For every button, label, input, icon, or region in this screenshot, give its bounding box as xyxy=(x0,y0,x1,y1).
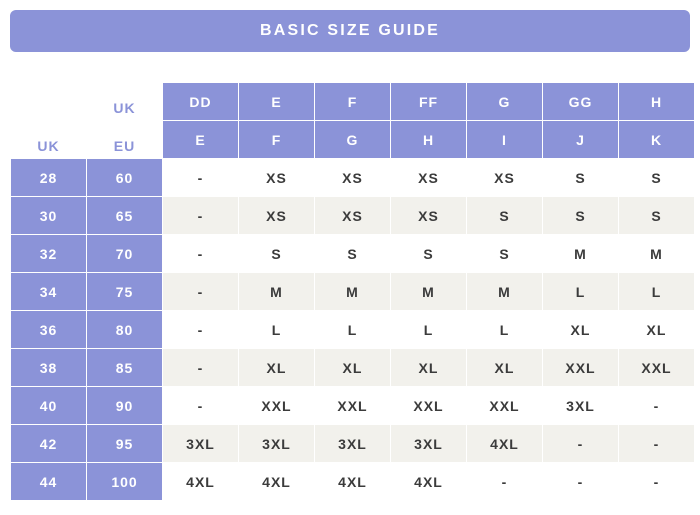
size-cell: 3XL xyxy=(391,425,467,463)
corner-eu-cup-label: EU xyxy=(87,121,163,159)
table-row xyxy=(11,273,695,311)
col-header-uk-cup-5: GG xyxy=(543,83,619,121)
size-cell: XL xyxy=(391,349,467,387)
size-cell: XS xyxy=(315,159,391,197)
size-cell: - xyxy=(163,235,239,273)
col-header-uk-cup-3: FF xyxy=(391,83,467,121)
col-header-uk-cup-4: G xyxy=(467,83,543,121)
size-cell: S xyxy=(467,235,543,273)
size-cell: M xyxy=(543,235,619,273)
row-label-eu: 85 xyxy=(87,349,163,387)
size-cell: - xyxy=(163,387,239,425)
size-cell: L xyxy=(239,311,315,349)
table-row xyxy=(11,425,695,463)
size-cell: 3XL xyxy=(543,387,619,425)
table-row xyxy=(11,235,695,273)
size-cell: XS xyxy=(315,197,391,235)
size-cell: - xyxy=(543,425,619,463)
size-cell: XXL xyxy=(619,349,695,387)
col-header-uk-cup-6: H xyxy=(619,83,695,121)
col-header-uk-cup-2: F xyxy=(315,83,391,121)
size-cell: - xyxy=(543,463,619,501)
table-body xyxy=(11,159,695,501)
size-cell: L xyxy=(467,311,543,349)
row-label-eu: 95 xyxy=(87,425,163,463)
size-cell: XS xyxy=(391,159,467,197)
corner-uk-band-label: UK xyxy=(11,121,87,159)
size-cell: XXL xyxy=(467,387,543,425)
row-label-uk: 28 xyxy=(11,159,87,197)
col-header-uk-cup-0: DD xyxy=(163,83,239,121)
col-header-eu-cup-1: F xyxy=(239,121,315,159)
table-row xyxy=(11,387,695,425)
size-cell: S xyxy=(543,159,619,197)
size-cell: S xyxy=(315,235,391,273)
table-row xyxy=(11,463,695,501)
row-label-uk: 30 xyxy=(11,197,87,235)
col-header-eu-cup-5: J xyxy=(543,121,619,159)
size-cell: XXL xyxy=(315,387,391,425)
size-cell: - xyxy=(619,425,695,463)
row-label-uk: 42 xyxy=(11,425,87,463)
size-cell: L xyxy=(619,273,695,311)
row-label-uk: 44 xyxy=(11,463,87,501)
size-cell: S xyxy=(467,197,543,235)
size-cell: M xyxy=(467,273,543,311)
size-cell: - xyxy=(467,463,543,501)
row-label-eu: 80 xyxy=(87,311,163,349)
size-cell: M xyxy=(391,273,467,311)
size-cell: L xyxy=(315,311,391,349)
size-cell: 4XL xyxy=(391,463,467,501)
row-label-eu: 75 xyxy=(87,273,163,311)
row-label-eu: 70 xyxy=(87,235,163,273)
size-cell: 3XL xyxy=(315,425,391,463)
col-header-eu-cup-3: H xyxy=(391,121,467,159)
size-cell: XL xyxy=(239,349,315,387)
size-cell: - xyxy=(619,463,695,501)
size-cell: XL xyxy=(315,349,391,387)
size-cell: 4XL xyxy=(163,463,239,501)
col-header-eu-cup-0: E xyxy=(163,121,239,159)
size-cell: - xyxy=(163,273,239,311)
size-cell: M xyxy=(239,273,315,311)
row-label-eu: 100 xyxy=(87,463,163,501)
size-cell: XS xyxy=(467,159,543,197)
size-cell: S xyxy=(239,235,315,273)
size-cell: XS xyxy=(391,197,467,235)
size-cell: XL xyxy=(467,349,543,387)
size-cell: XS xyxy=(239,197,315,235)
size-cell: M xyxy=(315,273,391,311)
table-row xyxy=(11,159,695,197)
table-header xyxy=(11,83,695,159)
size-cell: XXL xyxy=(239,387,315,425)
row-label-eu: 90 xyxy=(87,387,163,425)
size-cell: 3XL xyxy=(239,425,315,463)
size-cell: - xyxy=(163,349,239,387)
row-label-eu: 60 xyxy=(87,159,163,197)
row-label-uk: 34 xyxy=(11,273,87,311)
size-cell: XXL xyxy=(391,387,467,425)
size-cell: 4XL xyxy=(467,425,543,463)
row-label-uk: 38 xyxy=(11,349,87,387)
size-cell: L xyxy=(543,273,619,311)
size-guide-table xyxy=(10,82,695,501)
size-cell: XL xyxy=(619,311,695,349)
size-cell: - xyxy=(163,197,239,235)
size-cell: XXL xyxy=(543,349,619,387)
col-header-eu-cup-4: I xyxy=(467,121,543,159)
size-cell: 4XL xyxy=(239,463,315,501)
size-cell: S xyxy=(543,197,619,235)
col-header-uk-cup-1: E xyxy=(239,83,315,121)
corner-blank-left-top xyxy=(11,83,87,121)
corner-uk-cup-label: UK xyxy=(87,83,163,121)
size-cell: 3XL xyxy=(163,425,239,463)
size-cell: S xyxy=(619,159,695,197)
size-cell: S xyxy=(619,197,695,235)
size-cell: XS xyxy=(239,159,315,197)
col-header-eu-cup-6: K xyxy=(619,121,695,159)
col-header-eu-cup-2: G xyxy=(315,121,391,159)
size-cell: - xyxy=(163,311,239,349)
table-row xyxy=(11,349,695,387)
row-label-uk: 40 xyxy=(11,387,87,425)
row-label-uk: 36 xyxy=(11,311,87,349)
size-cell: 4XL xyxy=(315,463,391,501)
table-row xyxy=(11,311,695,349)
size-cell: - xyxy=(163,159,239,197)
header-row-uk-cups xyxy=(11,83,695,121)
table-row xyxy=(11,197,695,235)
size-cell: L xyxy=(391,311,467,349)
size-cell: M xyxy=(619,235,695,273)
header-row-eu-cups xyxy=(11,121,695,159)
size-cell: - xyxy=(619,387,695,425)
size-cell: XL xyxy=(543,311,619,349)
page-title: BASIC SIZE GUIDE xyxy=(259,22,441,39)
size-cell: S xyxy=(391,235,467,273)
row-label-uk: 32 xyxy=(11,235,87,273)
row-label-eu: 65 xyxy=(87,197,163,235)
page-title-banner xyxy=(10,10,690,52)
